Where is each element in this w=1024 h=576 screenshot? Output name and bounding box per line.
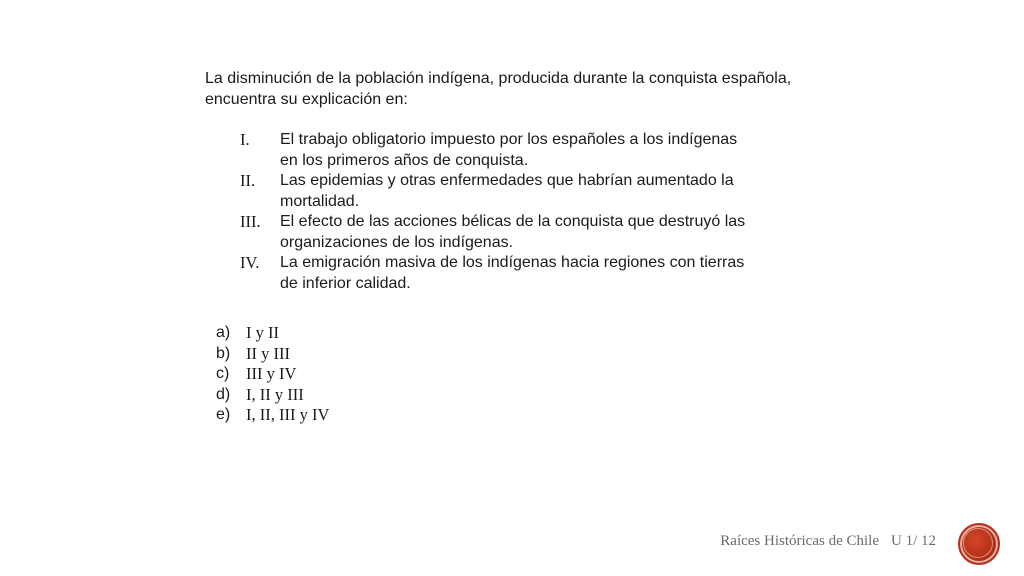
statement-text — [280, 130, 780, 171]
statement-2 — [240, 171, 780, 212]
statement-text-line: de inferior calidad. — [280, 274, 411, 292]
question-stem — [205, 68, 845, 110]
option-letter: a) — [216, 324, 231, 341]
option-value: I, II y III — [246, 384, 304, 404]
option-value: I y II — [246, 323, 279, 342]
option-a[interactable] — [216, 323, 516, 344]
statement-text-line: El efecto de las acciones bélicas de la conquista que destruyó las — [280, 213, 746, 230]
slide-footer — [720, 533, 936, 550]
option-value: I, II, III y IV — [246, 405, 330, 425]
statement-3 — [240, 212, 780, 253]
option-d[interactable] — [216, 385, 516, 406]
footer-title: Raíces Históricas de Chile — [720, 533, 879, 549]
statement-number: I. — [240, 130, 250, 149]
statement-text-line: mortalidad. — [280, 192, 360, 210]
option-c[interactable] — [216, 364, 516, 385]
option-letter: c) — [216, 365, 230, 383]
statement-text-line: Las epidemias y otras enfermedades que habrían aumentado la — [280, 172, 734, 189]
statement-4 — [240, 253, 780, 294]
answer-options — [216, 323, 516, 426]
statement-text — [280, 253, 780, 294]
option-b[interactable] — [216, 344, 516, 365]
option-letter: b) — [216, 344, 231, 362]
statement-text-line: organizaciones de los indígenas. — [280, 233, 514, 251]
statement-text — [280, 212, 780, 253]
page-badge-icon — [958, 523, 1000, 565]
statement-number: IV. — [240, 253, 260, 272]
statement-text-line: en los primeros años de conquista. — [280, 151, 529, 169]
question-line-1: La disminución de la población indígena, producida durante la conquista española, — [205, 70, 792, 87]
option-e[interactable] — [216, 405, 516, 426]
option-letter: d) — [216, 385, 231, 403]
statement-number: II. — [240, 171, 256, 190]
option-letter: e) — [216, 406, 231, 424]
statements-list — [240, 130, 780, 294]
statement-number: III. — [240, 212, 261, 231]
statement-text-line: El trabajo obligatorio impuesto por los españoles a los indígenas — [280, 131, 738, 148]
statement-text-line: La emigración masiva de los indígenas hacia regiones con tierras — [280, 254, 745, 271]
statement-1 — [240, 130, 780, 171]
badge-ring — [963, 528, 993, 558]
statement-text — [280, 171, 780, 212]
option-value: III y IV — [246, 364, 297, 384]
question-line-2: encuentra su explicación en: — [205, 91, 408, 108]
footer-unit: U 1/ 12 — [891, 533, 936, 549]
option-value: II y III — [246, 343, 290, 363]
